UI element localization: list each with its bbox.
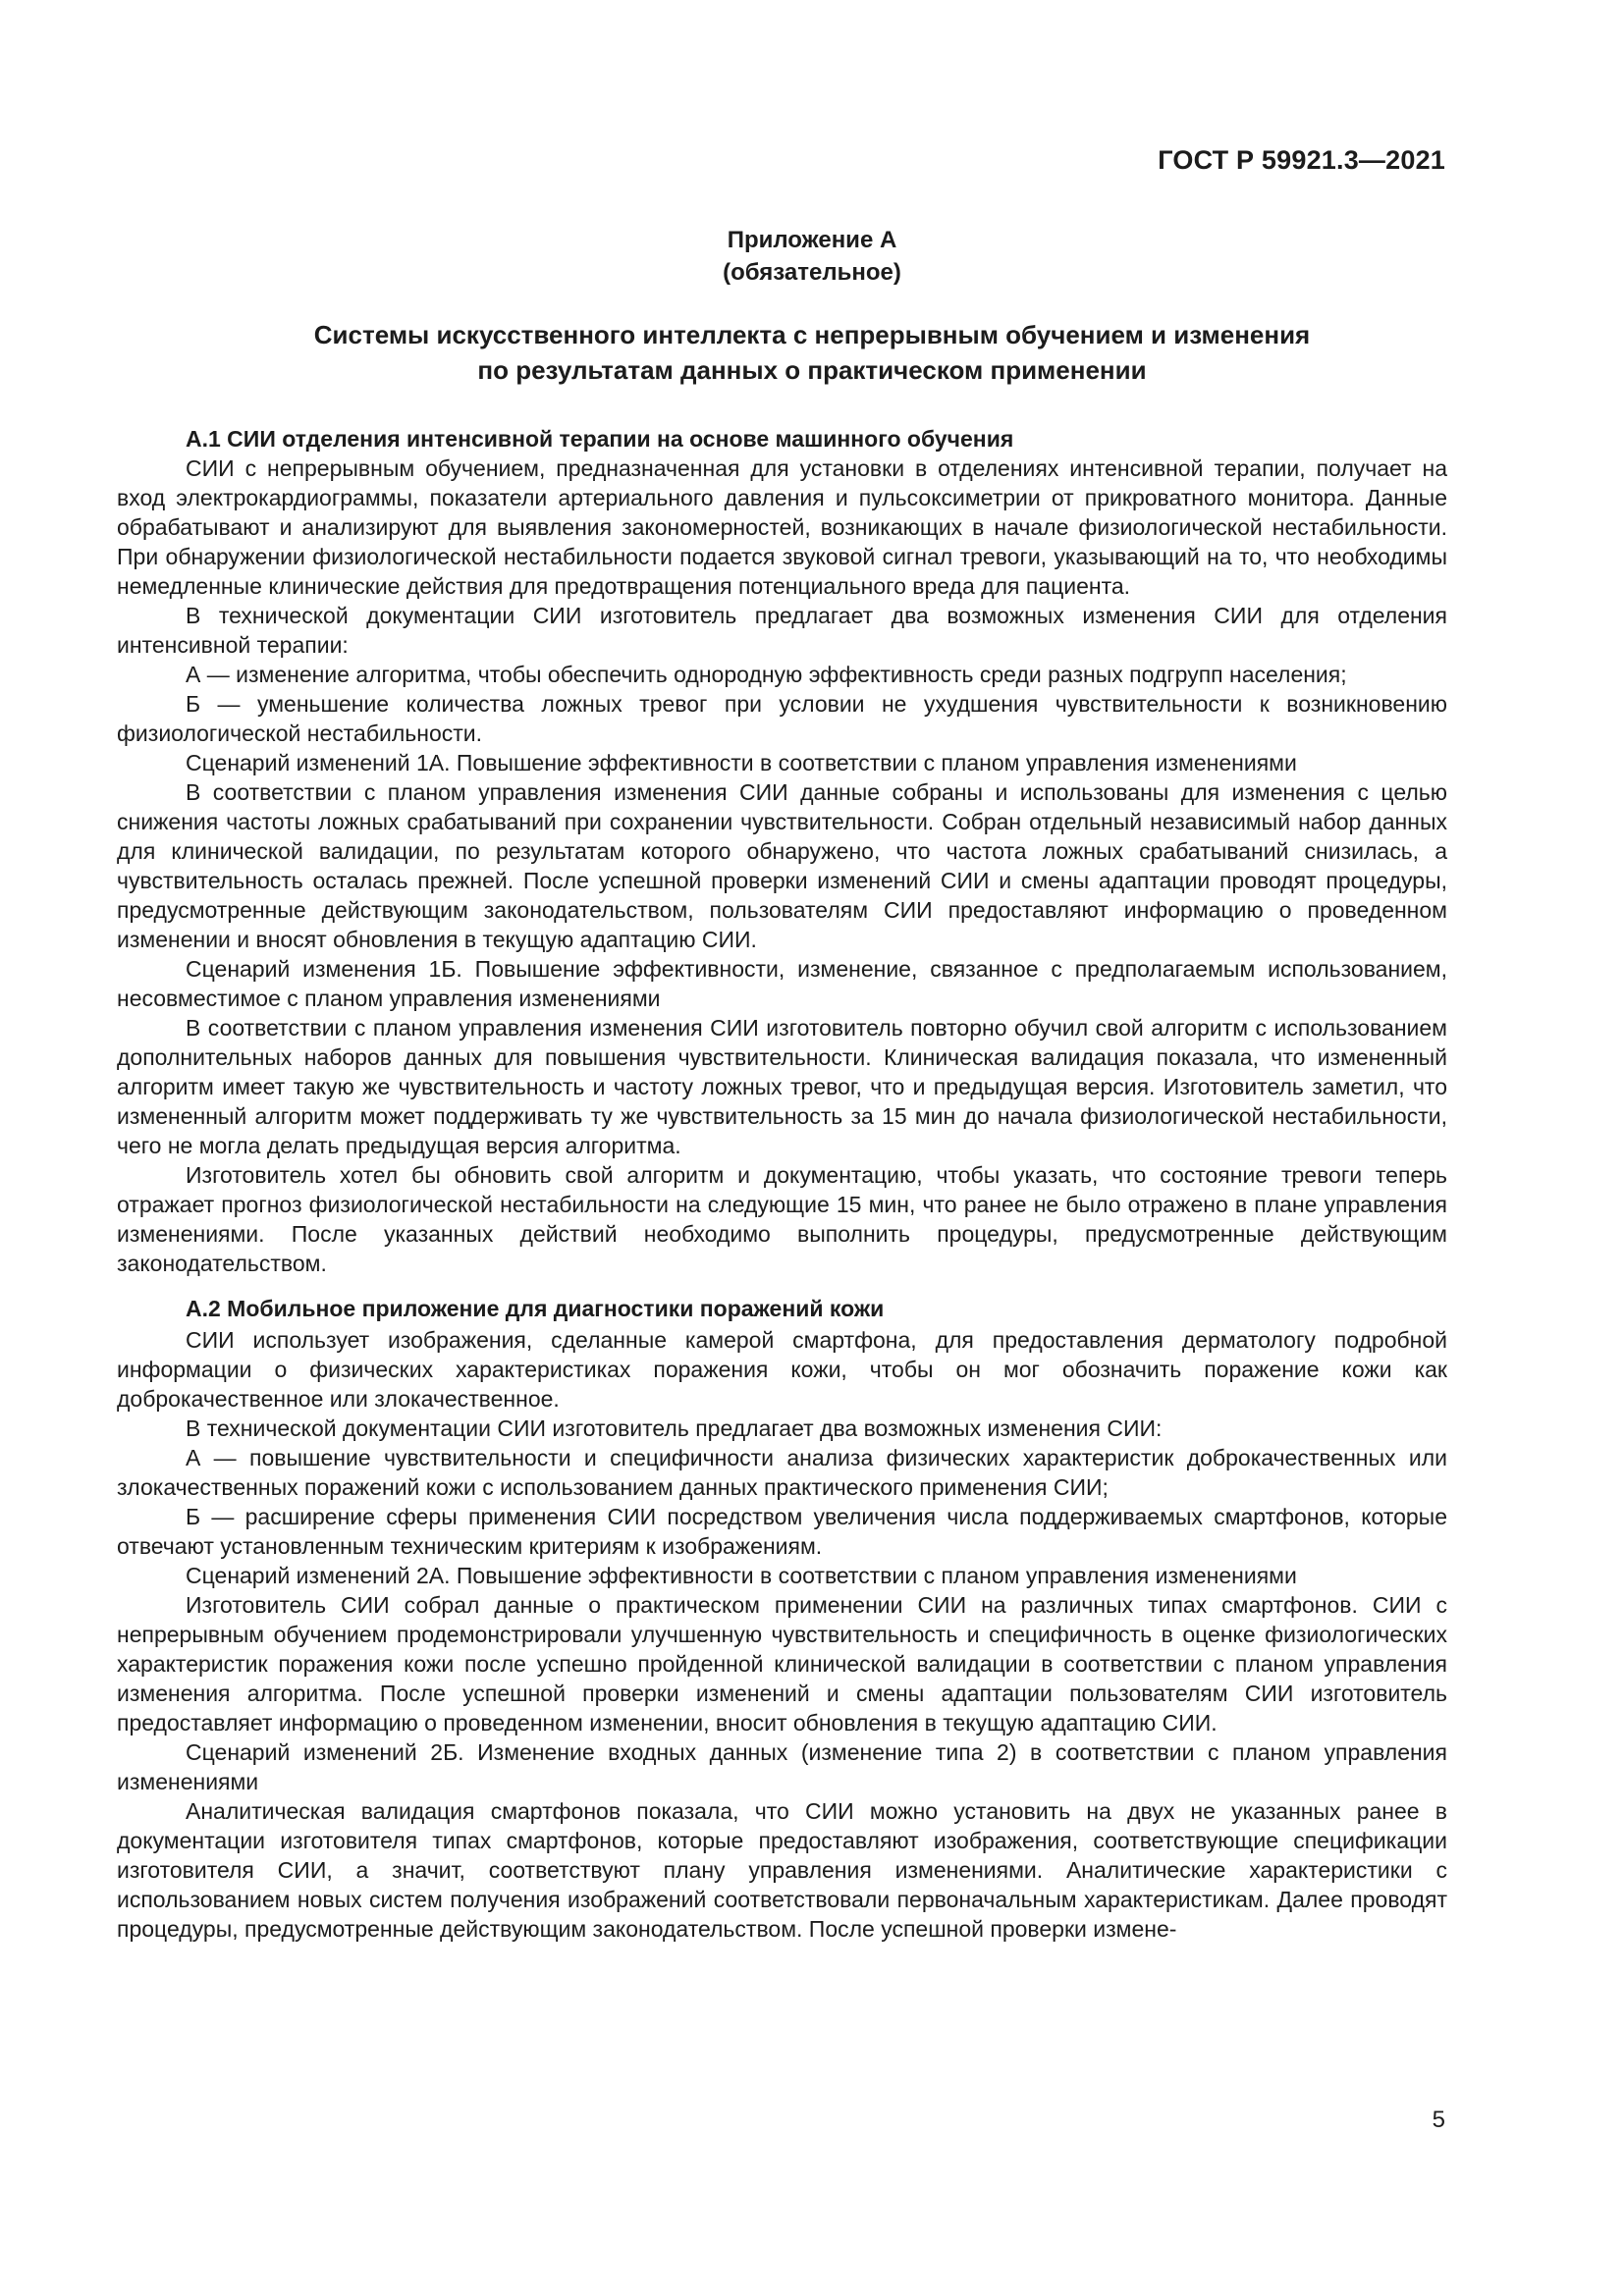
paragraph: СИИ использует изображения, сделанные камерой смартфона, для предоставления дерматологу подробной информации о физических характеристиках поражения кожи, чтобы он мог обозначить поражение кожи как доброкачественное или злокачественное. — [117, 1327, 1447, 1412]
scenario-title: Сценарий изменения 1Б. Повышение эффективности, изменение, связанное с предполагаемым использованием, несовместимое с планом управления изменениями — [117, 956, 1447, 1011]
scenario-title: Сценарий изменений 1А. Повышение эффективности в соответствии с планом управления изменениями — [186, 750, 1297, 775]
paragraph: Аналитическая валидация смартфонов показала, что СИИ можно установить на двух не указанных ранее в документации изготовителя типах смартфонов, которые предоставляют изображения, соответствующие спецификации изготовителя СИИ, а значит, соответствуют плану управления изменениями. Аналитические характеристики с использованием новых систем получения изображений соответствовали первоначальным характеристикам. Далее проводят процедуры, предусмотренные действующим законодательством. После успешной проверки измене- — [117, 1798, 1447, 1942]
main-title-line-1: Системы искусственного интеллекта с непрерывным обучением и изменения — [313, 320, 1311, 349]
scenario-title: Сценарий изменений 2А. Повышение эффективности в соответствии с планом управления изменениями — [186, 1563, 1297, 1588]
list-item: А — повышение чувствительности и специфичности анализа физических характеристик доброкачественных или злокачественных поражений кожи с использованием данных практического применения СИИ; — [117, 1445, 1447, 1500]
list-item: А — изменение алгоритма, чтобы обеспечить однородную эффективность среди разных подгрупп населения; — [186, 662, 1347, 687]
paragraph: Изготовитель хотел бы обновить свой алгоритм и документацию, чтобы указать, что состояние тревоги теперь отражает прогноз физиологической нестабильности на следующие 15 мин, что ранее не было отражено в плане управления изменениями. После указанных действий необходимо выполнить процедуры, предусмотренные действующим законодательством. — [117, 1162, 1447, 1276]
paragraph: В технической документации СИИ изготовитель предлагает два возможных изменения СИИ: — [186, 1415, 1163, 1441]
appendix-title: Приложение А — [727, 227, 897, 253]
appendix-status: (обязательное) — [723, 259, 901, 286]
appendix-heading — [0, 224, 1624, 289]
section-2-heading: А.2 Мобильное приложение для диагностики поражений кожи — [186, 1296, 885, 1321]
paragraph: СИИ с непрерывным обучением, предназначенная для установки в отделениях интенсивной терапии, получает на вход электрокардиограммы, показатели артериального давления и пульсоксиметрии от прикроватного монитора. Данные обрабатывают и анализируют для выявления закономерностей, возникающих в начале физиологической нестабильности. При обнаружении физиологической нестабильности подается звуковой сигнал тревоги, указывающий на то, что необходимы немедленные клинические действия для предотвращения потенциального вреда для пациента. — [117, 455, 1447, 599]
list-item: Б — расширение сферы применения СИИ посредством увеличения числа поддерживаемых смартфонов, которые отвечают установленным техническим критериям к изображениям. — [117, 1504, 1447, 1559]
paragraph: В соответствии с планом управления изменения СИИ изготовитель повторно обучил свой алгоритм с использованием дополнительных наборов данных для повышения чувствительности. Клиническая валидация показала, что измененный алгоритм имеет такую же чувствительность и частоту ложных тревог, что и предыдущая версия. Изготовитель заметил, что измененный алгоритм может поддерживать ту же чувствительность за 15 мин до начала физиологической нестабильности, чего не могла делать предыдущая версия алгоритма. — [117, 1015, 1447, 1158]
paragraph: В технической документации СИИ изготовитель предлагает два возможных изменения СИИ для отделения интенсивной терапии: — [117, 603, 1447, 658]
list-item: Б — уменьшение количества ложных тревог при условии не ухудшения чувствительности к возникновению физиологической нестабильности. — [117, 691, 1447, 746]
section-1-heading: А.1 СИИ отделения интенсивной терапии на основе машинного обучения — [186, 426, 1014, 452]
document-body — [117, 424, 1447, 1944]
main-title-line-2: по результатам данных о практическом применении — [477, 355, 1147, 385]
page-number: 5 — [1432, 2107, 1445, 2133]
document-code: ГОСТ Р 59921.3—2021 — [1158, 145, 1445, 175]
paragraph: Изготовитель СИИ собрал данные о практическом применении СИИ на различных типах смартфонов. СИИ с непрерывным обучением продемонстрировали улучшенную чувствительность и специфичность в оценке физиологических характеристик поражения кожи после успешно пройденной клинической валидации в соответствии с планом управления изменения алгоритма. После успешной проверки изменений и смены адаптации пользователям СИИ изготовитель предоставляет информацию о проведенном изменении, вносит обновления в текущую адаптацию СИИ. — [117, 1592, 1447, 1735]
main-title — [0, 317, 1624, 388]
paragraph: В соответствии с планом управления изменения СИИ данные собраны и использованы для изменения с целью снижения частоты ложных срабатываний при сохранении чувствительности. Собран отдельный независимый набор данных для клинической валидации, по результатам которого обнаружено, что частота ложных срабатываний снизилась, а чувствительность осталась прежней. После успешной проверки изменений СИИ и смены адаптации проводят процедуры, предусмотренные действующим законодательством, пользователям СИИ предоставляют информацию о проведенном изменении и вносят обновления в текущую адаптацию СИИ. — [117, 779, 1447, 952]
scenario-title: Сценарий изменений 2Б. Изменение входных данных (изменение типа 2) в соответствии с планом управления изменениями — [117, 1739, 1447, 1794]
